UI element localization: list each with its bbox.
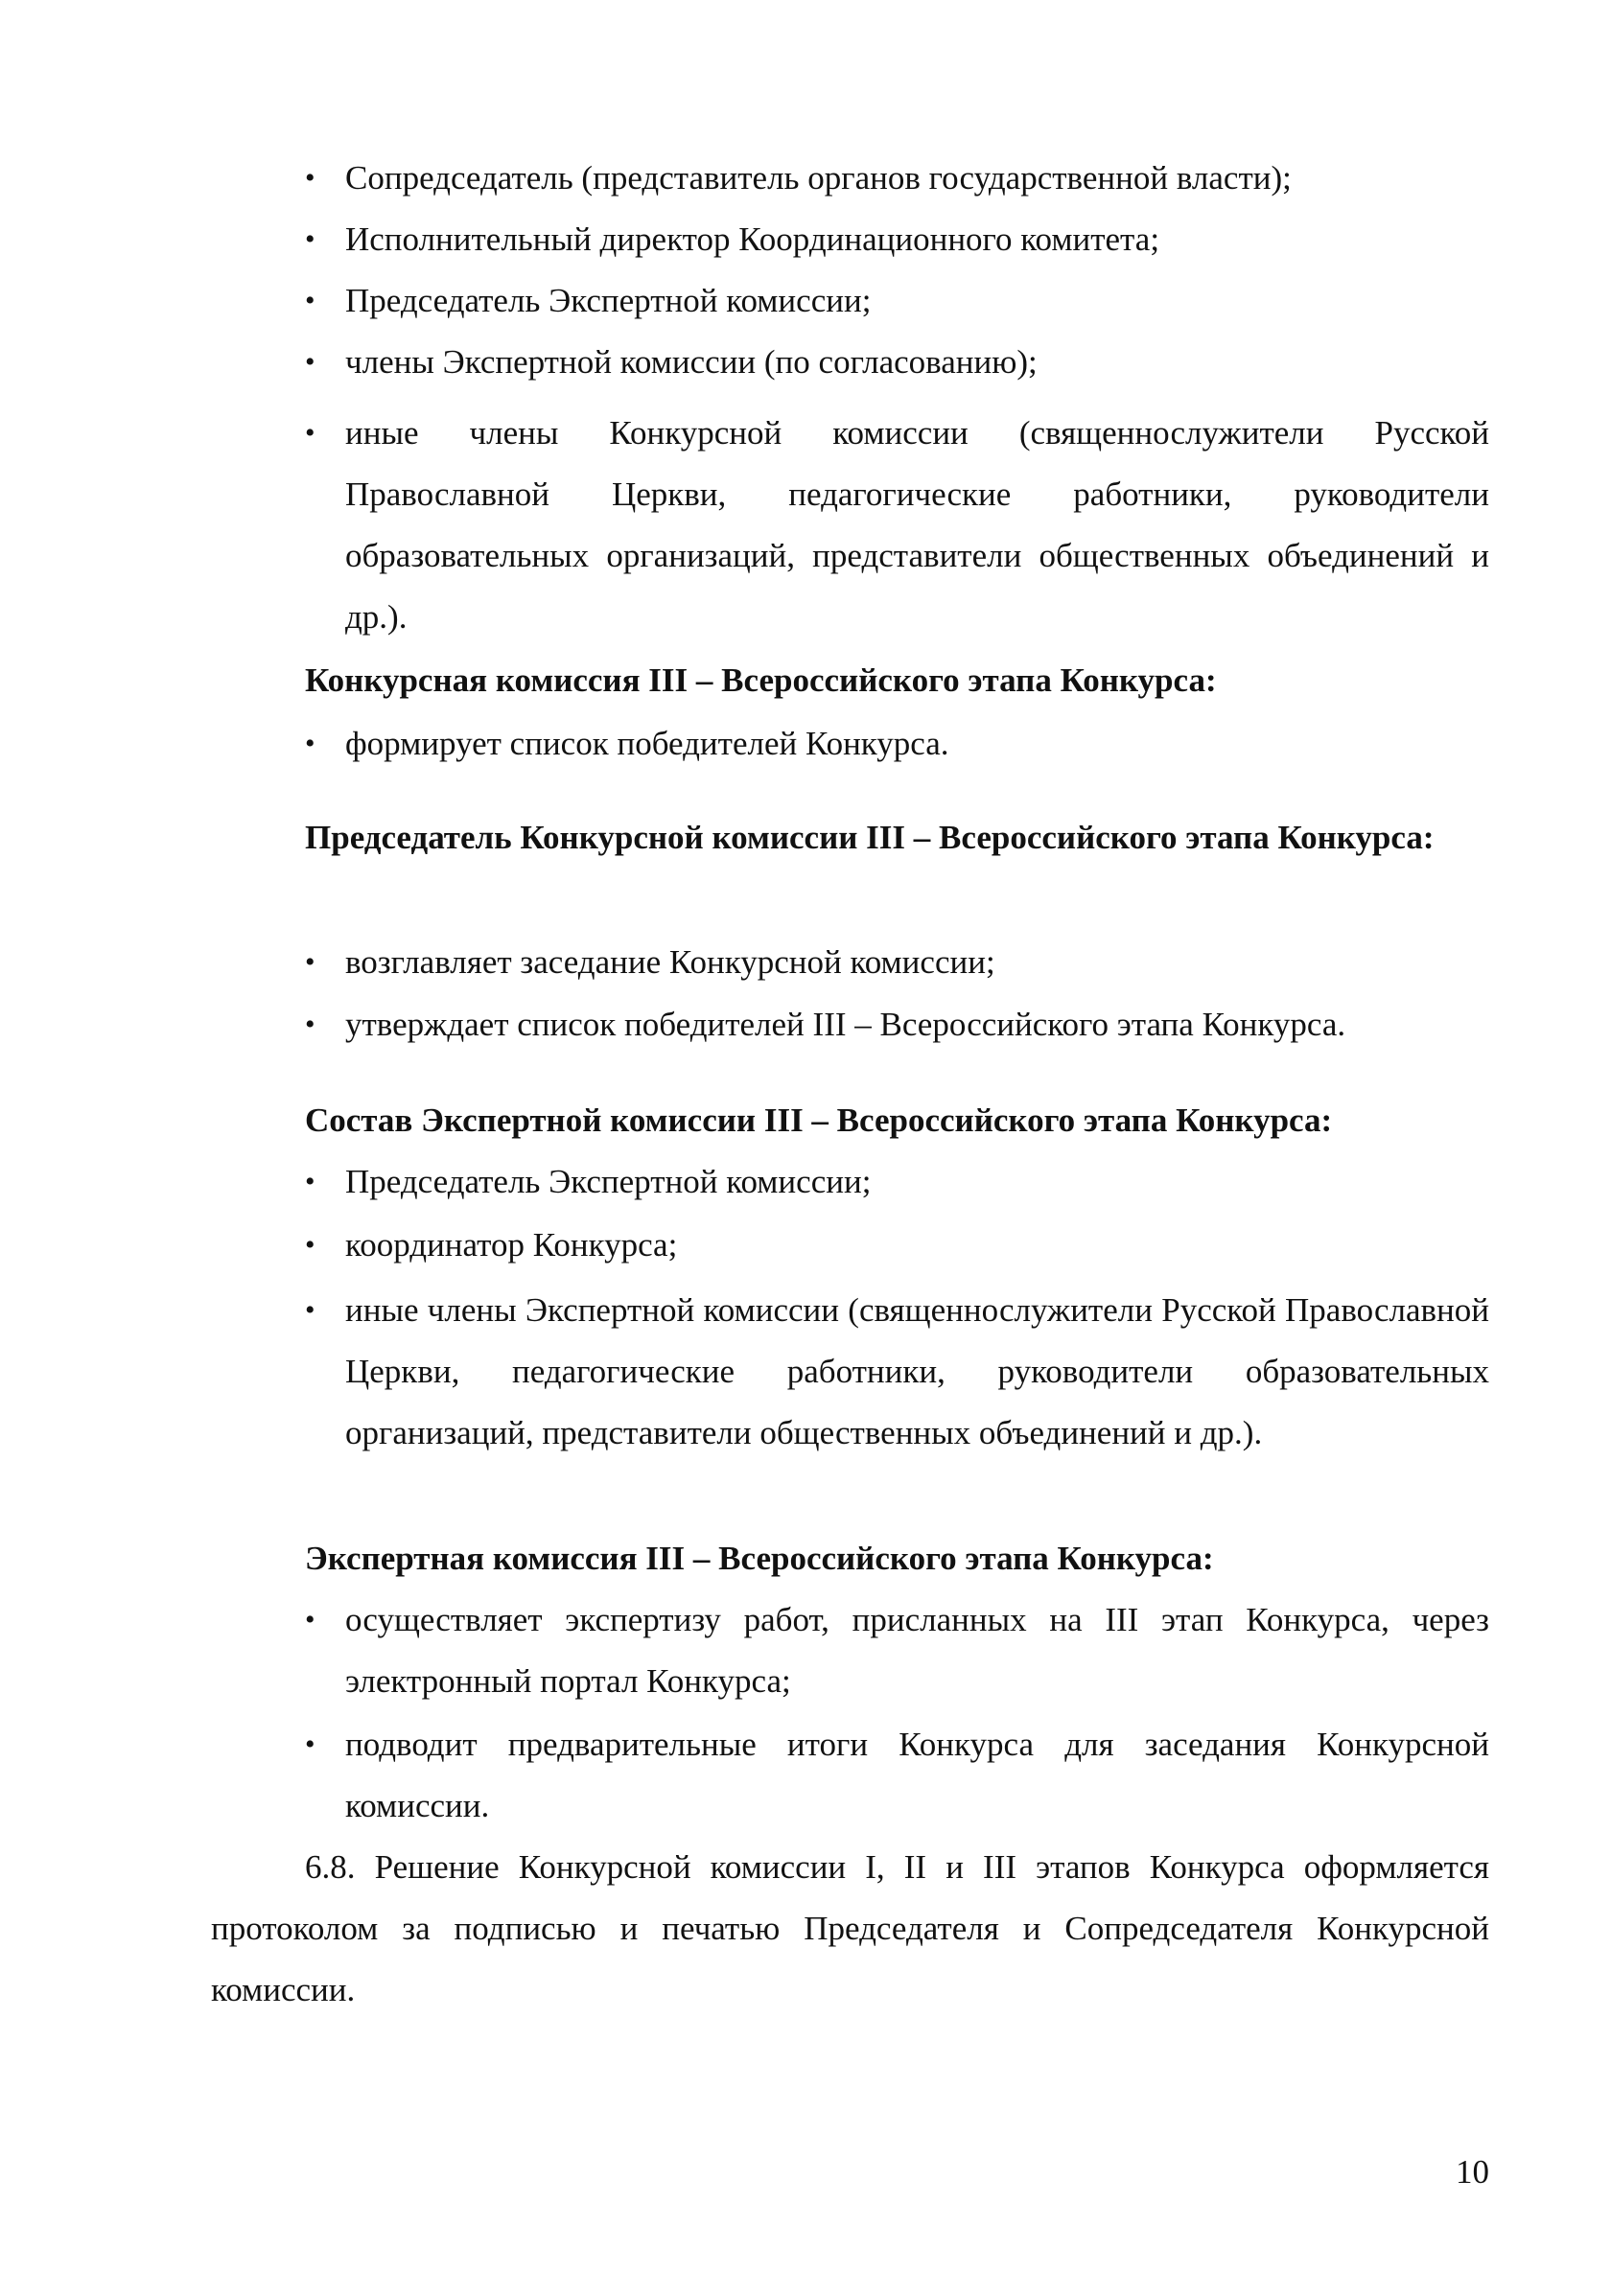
bullet-icon: • xyxy=(305,417,315,449)
bullet-icon: • xyxy=(305,1728,315,1760)
list-item: • утверждает список победителей III – Всероссийского этапа Конкурса. xyxy=(305,994,1489,1055)
list-item: • Сопредседатель (представитель органов государственной власти); xyxy=(305,148,1489,209)
list-item: • Председатель Экспертной комиссии; xyxy=(305,1151,1489,1213)
list-item: • формирует список победителей Конкурса. xyxy=(305,713,1489,775)
list-item: • Председатель Экспертной комиссии; xyxy=(305,270,1489,332)
page-number: 10 xyxy=(1456,2153,1489,2191)
list-item: • иные члены Конкурсной комиссии (священнослужители Русской Православной Церкви, педагогические работники, руководители образовательных организаций, представители общественных объединений и др.). xyxy=(305,403,1489,648)
list-item: • осуществляет экспертизу работ, присланных на III этап Конкурса, через электронный портал Конкурса; xyxy=(305,1589,1489,1712)
section-heading: Конкурсная комиссия III – Всероссийского этапа Конкурса: xyxy=(305,661,1217,699)
paragraph-6-8: 6.8. Решение Конкурсной комиссии I, II и III этапов Конкурса оформляется протоколом за подписью и печатью Председателя и Сопредседателя Конкурсной комиссии. xyxy=(211,1848,1489,2008)
bullet-icon: • xyxy=(305,1009,315,1040)
list-item: • подводит предварительные итоги Конкурса для заседания Конкурсной комиссии. xyxy=(305,1714,1489,1837)
bullet-icon: • xyxy=(305,1294,315,1326)
bullet-icon: • xyxy=(305,1604,315,1635)
list-item: • члены Экспертной комиссии (по согласованию); xyxy=(305,332,1489,393)
bullet-icon: • xyxy=(305,946,315,978)
bullet-icon: • xyxy=(305,728,315,759)
bullet-icon: • xyxy=(305,285,315,316)
bullet-icon: • xyxy=(305,1229,315,1261)
list-item: • иные члены Экспертной комиссии (священнослужители Русской Православной Церкви, педагогические работники, руководители образовательных организаций, представители общественных объединений и др.). xyxy=(305,1280,1489,1464)
list-item: • Исполнительный директор Координационного комитета; xyxy=(305,209,1489,270)
section-heading: Экспертная комиссия III – Всероссийского этапа Конкурса: xyxy=(305,1540,1214,1577)
section-heading: Председатель Конкурсной комиссии III – Всероссийского этапа Конкурса: xyxy=(305,819,1435,856)
bullet-icon: • xyxy=(305,223,315,255)
list-item: • возглавляет заседание Конкурсной комиссии; xyxy=(305,932,1489,993)
section-heading: Состав Экспертной комиссии III – Всероссийского этапа Конкурса: xyxy=(305,1102,1333,1139)
bullet-icon: • xyxy=(305,1166,315,1197)
bullet-icon: • xyxy=(305,346,315,378)
list-item: • координатор Конкурса; xyxy=(305,1215,1489,1276)
bullet-icon: • xyxy=(305,162,315,194)
